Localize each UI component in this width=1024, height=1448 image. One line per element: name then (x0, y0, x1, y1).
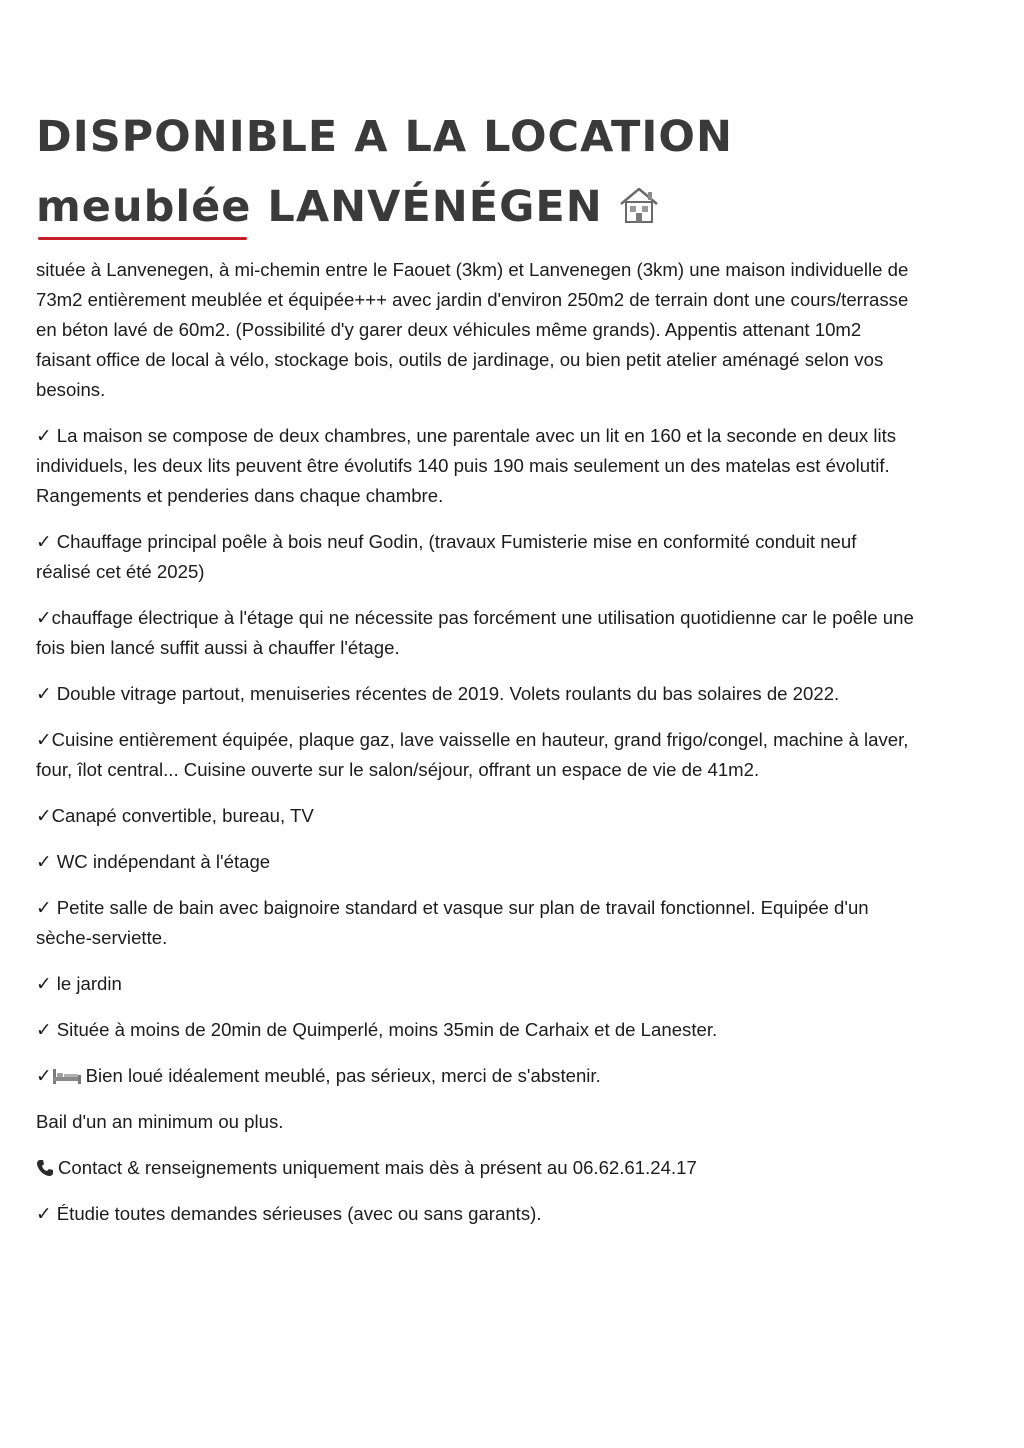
furnished-text: Bien loué idéalement meublé, pas sérieux, merci de s'abstenir. (85, 1065, 601, 1086)
location-paragraph: ✓ Située à moins de 20min de Quimperlé, moins 35min de Carhaix et de Lanester. (36, 1019, 718, 1040)
garden-paragraph: ✓ le jardin (36, 973, 122, 994)
title-line-2 (36, 172, 936, 242)
living-room-paragraph: ✓Canapé convertible, bureau, TV (36, 805, 314, 826)
contact-paragraph (36, 1153, 916, 1183)
furnished-paragraph (36, 1061, 916, 1091)
page-title (36, 102, 936, 242)
bedrooms-paragraph: ✓ La maison se compose de deux chambres, une parentale avec un lit en 160 et la seconde en deux lits individuels, les deux lits peuvent être évolutifs 140 puis 190 mais seulement un des matelas est évolutif. Rangements et penderies dans chaque chambre. (36, 425, 897, 506)
bed-icon (52, 1067, 82, 1085)
windows-paragraph: ✓ Double vitrage partout, menuiseries récentes de 2019. Volets roulants du bas solaires de 2022. (36, 683, 840, 704)
electric-heating-paragraph: ✓chauffage électrique à l'étage qui ne nécessite pas forcément une utilisation quotidienne car le poêle une fois bien lancé suffit aussi à chauffer l'étage. (36, 607, 914, 658)
final-paragraph: ✓ Étudie toutes demandes sérieuses (avec ou sans garants). (36, 1203, 542, 1224)
phone-icon (36, 1159, 54, 1177)
lease-paragraph: Bail d'un an minimum ou plus. (36, 1111, 284, 1132)
title-town: LANVÉNÉGEN (267, 182, 603, 232)
heating-paragraph: ✓ Chauffage principal poêle à bois neuf Godin, (travaux Fumisterie mise en conformité conduit neuf réalisé cet été 2025) (36, 531, 857, 582)
listing-body (36, 255, 916, 1245)
contact-text: Contact & renseignements uniquement mais dès à présent au 06.62.61.24.17 (58, 1157, 697, 1178)
title-line-1: DISPONIBLE A LA LOCATION (36, 112, 733, 162)
check-mark: ✓ (36, 1065, 52, 1086)
kitchen-paragraph: ✓Cuisine entièrement équipée, plaque gaz, lave vaisselle en hauteur, grand frigo/congel, machine à laver, four, îlot central... Cuisine ouverte sur le salon/séjour, offrant un espace de vie de 41m2. (36, 729, 909, 780)
title-underlined-word: meublée (36, 172, 251, 242)
bathroom-paragraph: ✓ Petite salle de bain avec baignoire standard et vasque sur plan de travail fonctionnel. Equipée d'un sèche-serviette. (36, 897, 869, 948)
intro-paragraph: située à Lanvenegen, à mi-chemin entre le Faouet (3km) et Lanvenegen (3km) une maison individuelle de 73m2 entièrement meublée et équipée+++ avec jardin d'environ 250m2 de terrain dont une cours/terrasse en béton lavé de 60m2. (Possibilité d'y garer deux véhicules même grands). Appentis attenant 10m2 faisant office de local à vélo, stockage bois, outils de jardinage, ou bien petit atelier aménagé selon vos besoins. (36, 259, 909, 400)
house-icon (617, 184, 661, 226)
wc-paragraph: ✓ WC indépendant à l'étage (36, 851, 271, 872)
